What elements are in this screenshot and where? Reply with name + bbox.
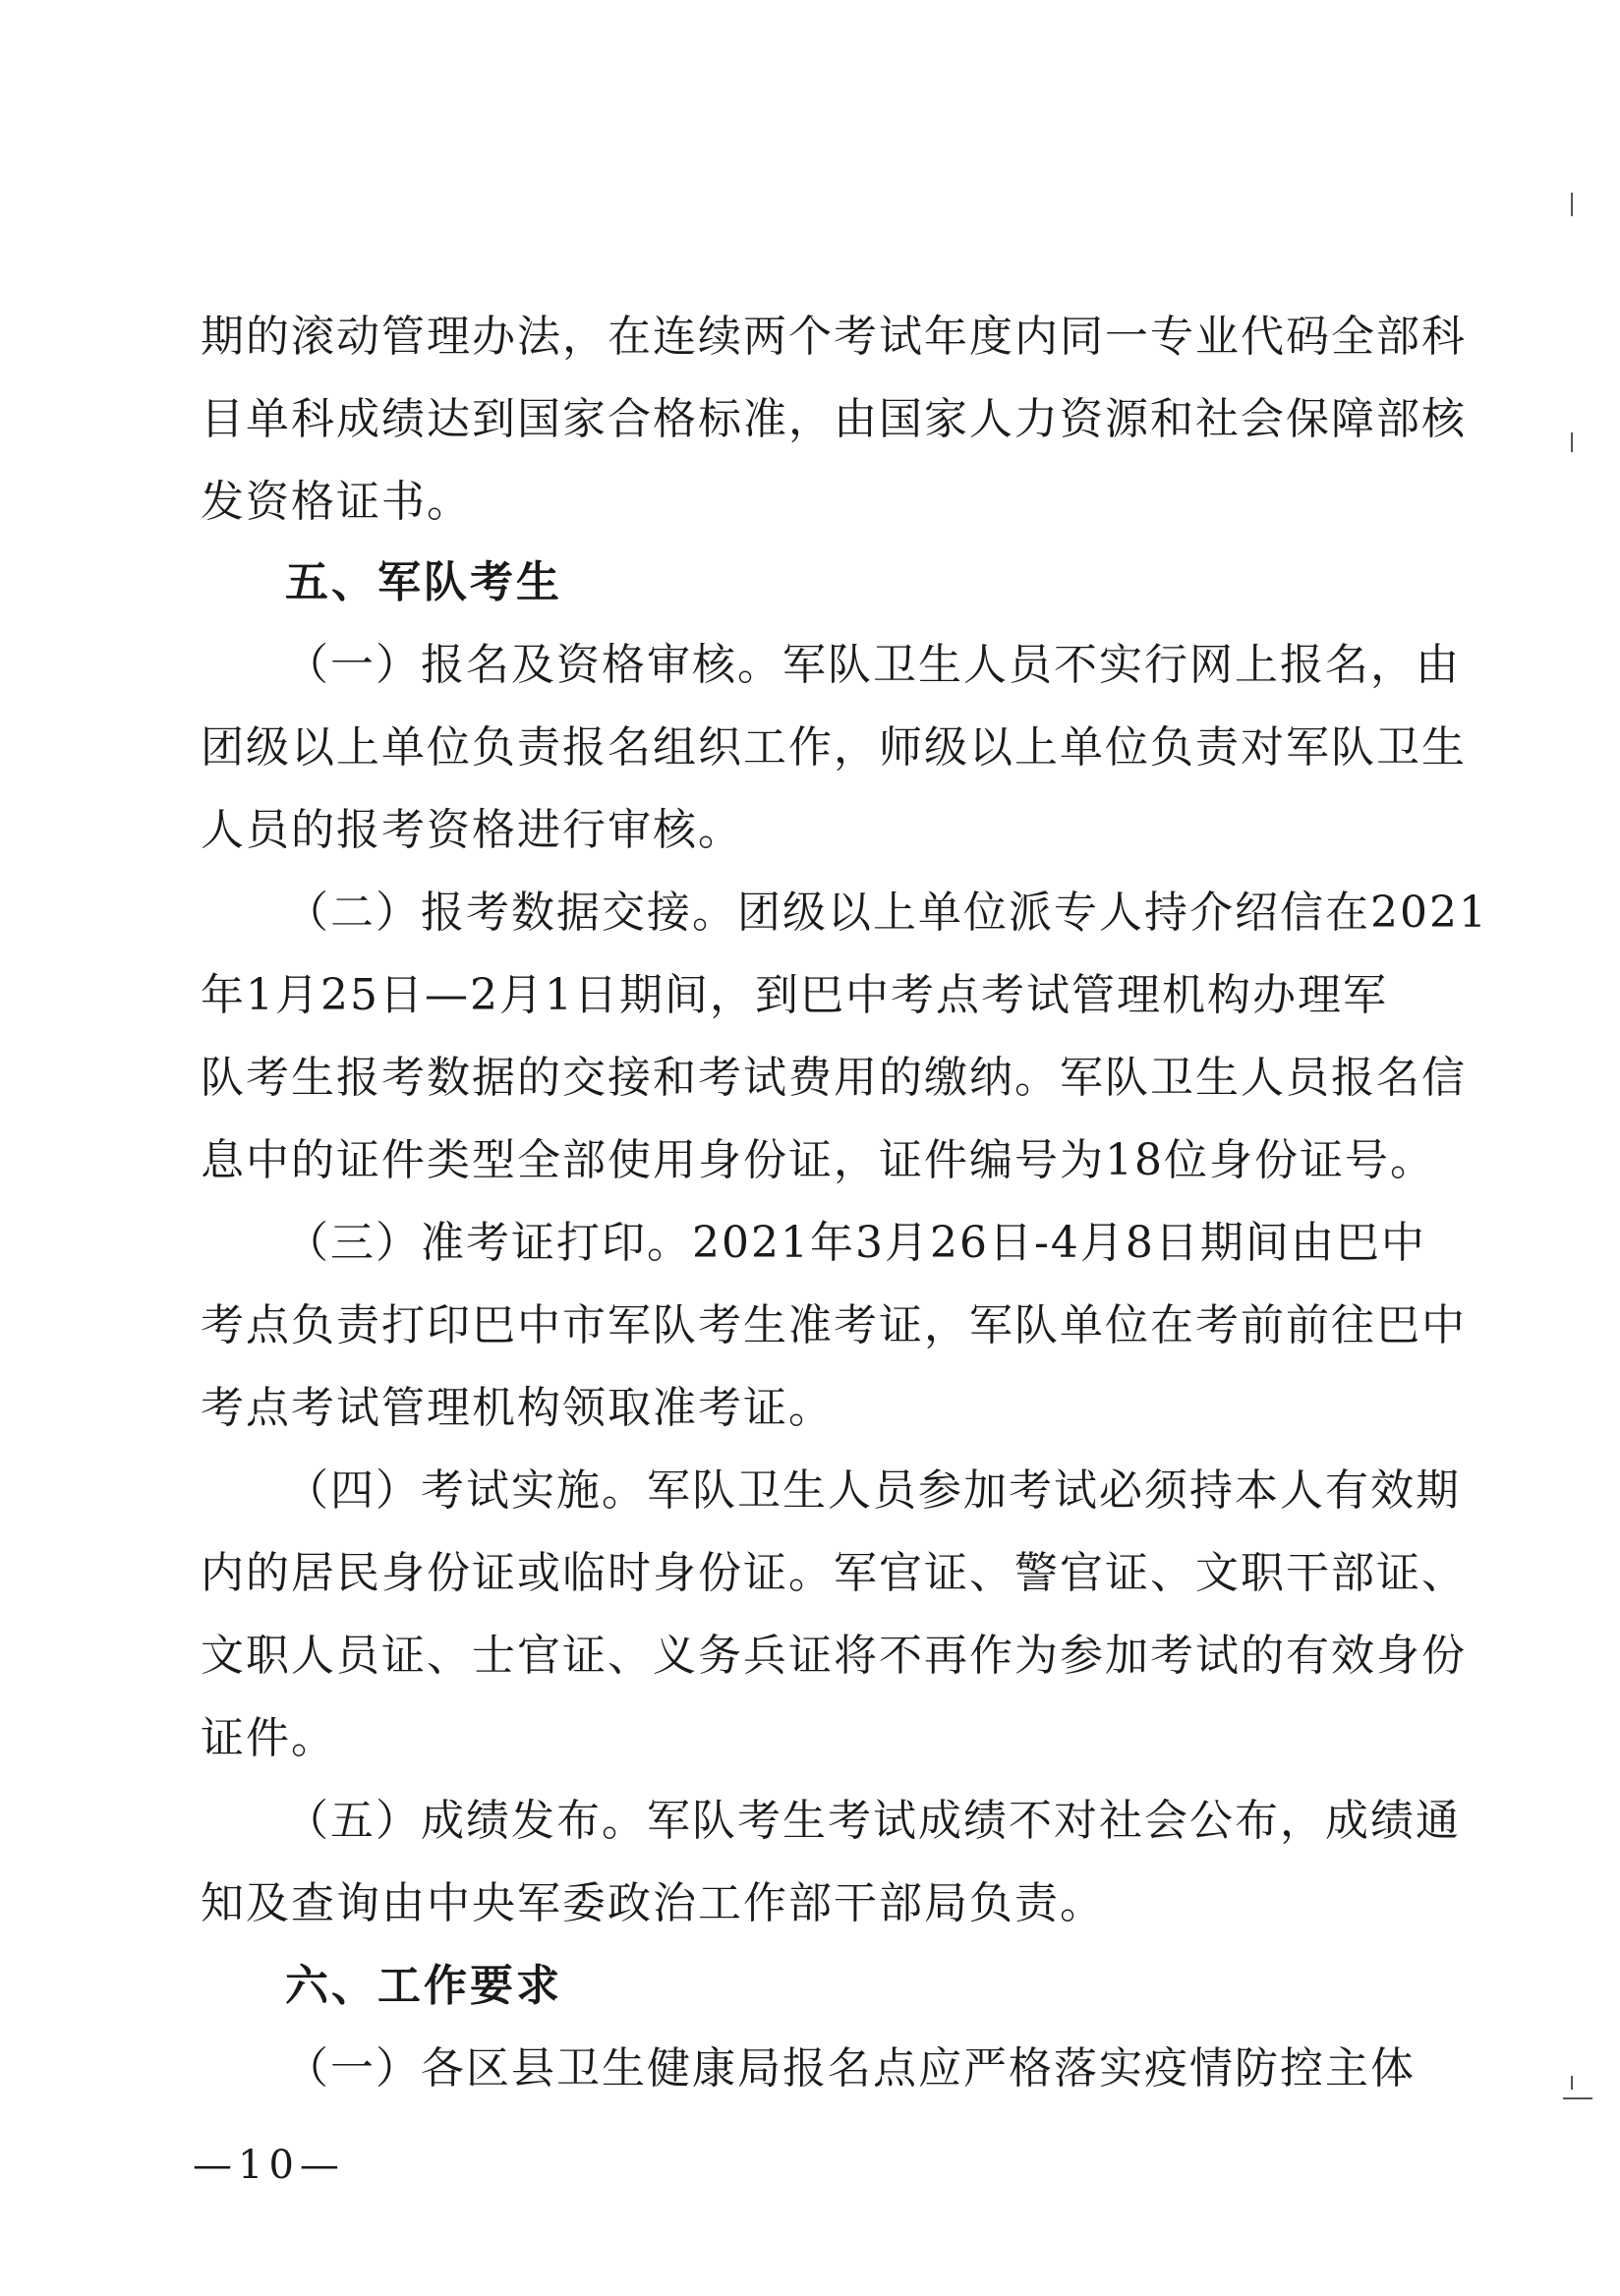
body-line: 年1月25日—2月1日期间，到巴中考点考试管理机构办理军 (201, 970, 1388, 1020)
body-line: （一）报名及资格审核。军队卫生人员不实行网上报名，由 (285, 640, 1461, 690)
body-line: 证件。 (201, 1713, 336, 1763)
body-line: 团级以上单位负责报名组织工作，师级以上单位负责对军队卫生 (201, 722, 1467, 773)
body-line: 知及查询由中央军委政治工作部干部局负责。 (201, 1878, 1105, 1928)
body-line: 考点考试管理机构领取准考证。 (201, 1383, 834, 1433)
body-line: 队考生报考数据的交接和考试费用的缴纳。军队卫生人员报名信 (201, 1053, 1467, 1103)
body-line: 考点负责打印巴中市军队考生准考证，军队单位在考前前往巴中 (201, 1300, 1467, 1350)
section-heading: 五、军队考生 (285, 557, 562, 607)
body-line: （三）准考证打印。2021年3月26日-4月8日期间由巴中 (285, 1218, 1426, 1268)
body-line: （一）各区县卫生健康局报名点应严格落实疫情防控主体 (285, 2043, 1416, 2094)
body-line: 人员的报考资格进行审核。 (201, 805, 743, 855)
scan-mark (1571, 432, 1573, 452)
body-line: 息中的证件类型全部使用身份证，证件编号为18位身份证号。 (201, 1135, 1435, 1185)
body-line: （五）成绩发布。军队考生考试成绩不对社会公布，成绩通 (285, 1796, 1461, 1846)
body-line: 发资格证书。 (201, 477, 472, 527)
body-line: 内的居民身份证或临时身份证。军官证、警官证、文职干部证、 (201, 1548, 1467, 1598)
scan-mark (1571, 2076, 1573, 2090)
scan-mark (1563, 2097, 1592, 2099)
body-line: 文职人员证、士官证、义务兵证将不再作为参加考试的有效身份 (201, 1631, 1467, 1681)
page-number: —10— (193, 2143, 345, 2188)
section-heading: 六、工作要求 (285, 1961, 562, 2011)
scan-mark (1571, 193, 1573, 216)
body-line: （四）考试实施。军队卫生人员参加考试必须持本人有效期 (285, 1465, 1461, 1516)
body-line: 期的滚动管理办法，在连续两个考试年度内同一专业代码全部科 (201, 312, 1467, 362)
body-line: 目单科成绩达到国家合格标准，由国家人力资源和社会保障部核 (201, 394, 1467, 444)
body-line: （二）报考数据交接。团级以上单位派专人持介绍信在2021 (285, 888, 1488, 938)
